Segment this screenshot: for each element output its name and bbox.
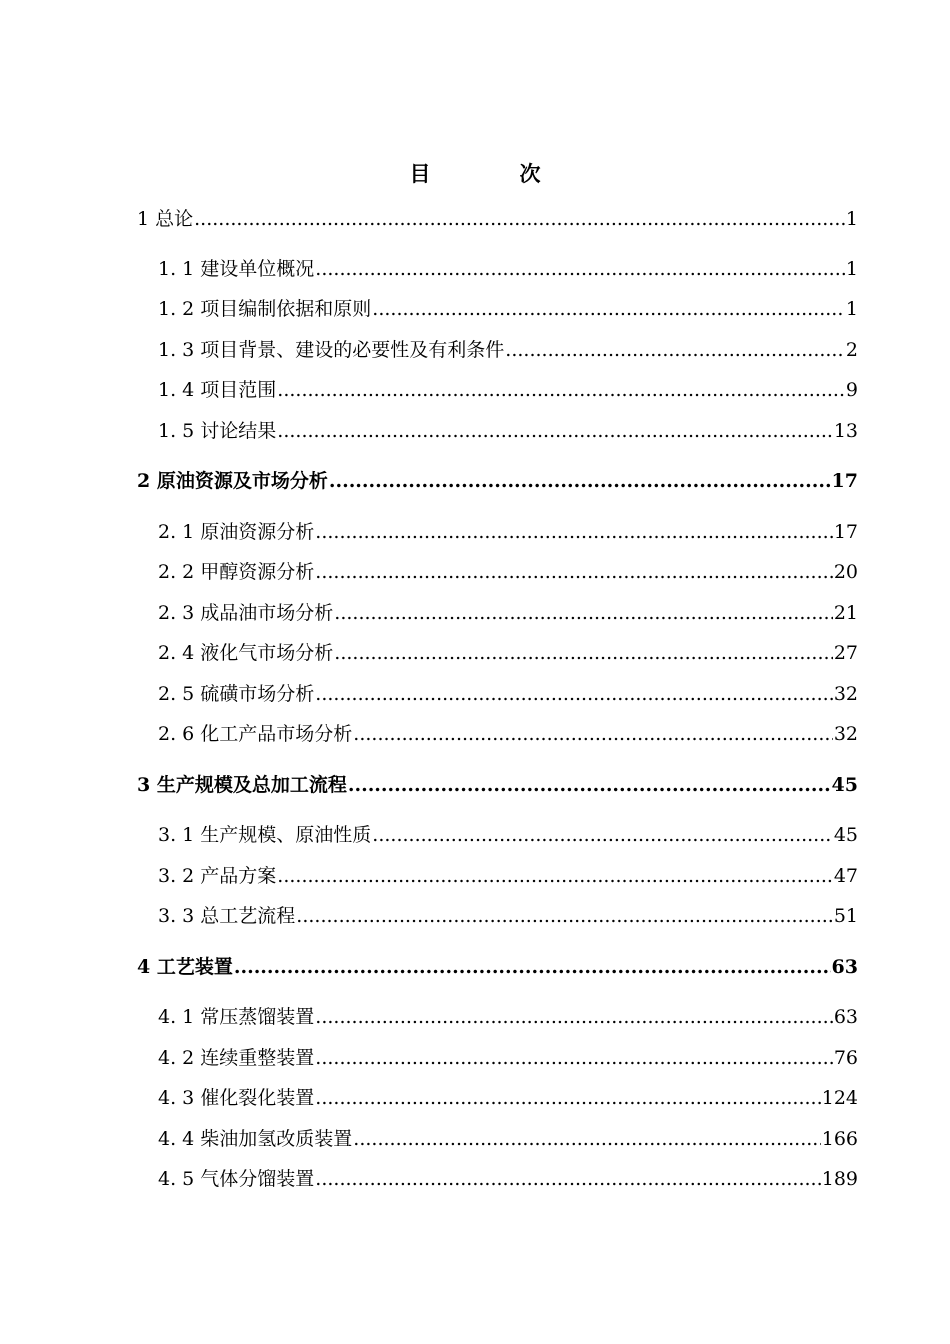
toc-section-entry[interactable] bbox=[158, 997, 858, 1037]
toc-section-entry[interactable] bbox=[158, 1038, 858, 1078]
toc-section-entry[interactable] bbox=[158, 289, 858, 329]
toc-entry-label: 1. 3 项目背景、建设的必要性及有利条件 bbox=[158, 339, 505, 361]
toc-dot-leader bbox=[315, 997, 833, 1037]
toc-entry-label: 1. 2 项目编制依据和原则 bbox=[158, 298, 372, 320]
toc-dot-leader bbox=[315, 674, 833, 714]
toc-dot-leader bbox=[505, 330, 845, 370]
toc-page-number: 2 bbox=[845, 339, 858, 361]
toc-page-number: 51 bbox=[833, 905, 858, 927]
toc-dot-leader bbox=[296, 896, 833, 936]
toc-section-entry[interactable] bbox=[158, 1078, 858, 1118]
toc-page-number: 21 bbox=[833, 602, 858, 624]
toc-section-entry[interactable] bbox=[158, 856, 858, 896]
toc-page-number: 45 bbox=[833, 824, 858, 846]
toc-page-number: 63 bbox=[833, 1006, 858, 1028]
toc-dot-leader bbox=[353, 1119, 820, 1159]
toc-dot-leader bbox=[372, 815, 833, 855]
toc-entry-label: 4. 1 常压蒸馏装置 bbox=[158, 1006, 315, 1028]
toc-entry-label: 4. 3 催化裂化装置 bbox=[158, 1087, 315, 1109]
toc-page-number: 17 bbox=[831, 470, 858, 492]
toc-dot-leader bbox=[353, 714, 833, 754]
toc-page-number: 9 bbox=[845, 379, 858, 401]
toc-page-number: 1 bbox=[845, 208, 858, 230]
toc-dot-leader bbox=[277, 370, 845, 410]
toc-section-entry[interactable] bbox=[158, 593, 858, 633]
toc-section-entry[interactable] bbox=[158, 1119, 858, 1159]
toc-entry-label: 4. 4 柴油加氢改质装置 bbox=[158, 1128, 353, 1150]
toc-section-entry[interactable] bbox=[158, 633, 858, 673]
toc-section-entry[interactable] bbox=[158, 512, 858, 552]
toc-dot-leader bbox=[329, 461, 831, 501]
toc-page-number: 32 bbox=[833, 683, 858, 705]
toc-section-entry[interactable] bbox=[158, 330, 858, 370]
toc-entry-label: 1. 4 项目范围 bbox=[158, 379, 277, 401]
toc-section-entry[interactable] bbox=[158, 370, 858, 410]
toc-page-number: 124 bbox=[821, 1087, 858, 1109]
toc-section-entry[interactable] bbox=[158, 896, 858, 936]
toc-entry-label: 1. 1 建设单位概况 bbox=[158, 258, 315, 280]
toc-entry-label: 4 工艺装置 bbox=[137, 956, 233, 978]
toc-page-number: 76 bbox=[833, 1047, 858, 1069]
toc-entry-label: 3. 2 产品方案 bbox=[158, 865, 277, 887]
toc-dot-leader bbox=[315, 249, 845, 289]
toc-section-entry[interactable] bbox=[158, 249, 858, 289]
toc-page-number: 32 bbox=[833, 723, 858, 745]
toc-dot-leader bbox=[234, 947, 831, 987]
toc-dot-leader bbox=[334, 593, 833, 633]
toc-entry-label: 4. 2 连续重整装置 bbox=[158, 1047, 315, 1069]
toc-chapter-entry[interactable] bbox=[137, 765, 858, 805]
toc-entry-label: 2. 5 硫磺市场分析 bbox=[158, 683, 315, 705]
toc-page-number: 17 bbox=[833, 521, 858, 543]
toc-dot-leader bbox=[315, 1078, 820, 1118]
toc-dot-leader bbox=[315, 512, 833, 552]
toc-dot-leader bbox=[315, 552, 833, 592]
toc-entry-label: 2. 2 甲醇资源分析 bbox=[158, 561, 315, 583]
toc-page-number: 63 bbox=[831, 956, 858, 978]
toc-entry-label: 2. 6 化工产品市场分析 bbox=[158, 723, 353, 745]
toc-section-entry[interactable] bbox=[158, 1159, 858, 1199]
toc-chapter-entry[interactable] bbox=[137, 947, 858, 987]
toc-title: 目 次 bbox=[409, 161, 575, 186]
toc-dot-leader bbox=[372, 289, 845, 329]
toc-dot-leader bbox=[277, 856, 833, 896]
toc-page-number: 45 bbox=[831, 774, 858, 796]
toc-entry-label: 1 总论 bbox=[137, 208, 194, 230]
toc-entry-label: 3. 3 总工艺流程 bbox=[158, 905, 296, 927]
toc-entry-label: 3. 1 生产规模、原油性质 bbox=[158, 824, 372, 846]
toc-entry-label: 2. 4 液化气市场分析 bbox=[158, 642, 334, 664]
toc-dot-leader bbox=[315, 1038, 833, 1078]
toc-section-entry[interactable] bbox=[158, 552, 858, 592]
toc-section-entry[interactable] bbox=[158, 815, 858, 855]
toc-page-number: 20 bbox=[833, 561, 858, 583]
toc-page-number: 166 bbox=[821, 1128, 858, 1150]
toc-chapter-entry[interactable] bbox=[137, 461, 858, 501]
toc-page-number: 47 bbox=[833, 865, 858, 887]
toc-page-number: 189 bbox=[821, 1168, 858, 1190]
toc-page-number: 13 bbox=[833, 420, 858, 442]
toc-dot-leader bbox=[277, 411, 833, 451]
toc-entry-label: 4. 5 气体分馏装置 bbox=[158, 1168, 315, 1190]
toc-entry-label: 2. 3 成品油市场分析 bbox=[158, 602, 334, 624]
toc-entry-label: 2 原油资源及市场分析 bbox=[137, 470, 328, 492]
toc-dot-leader bbox=[315, 1159, 820, 1199]
toc-entry-label: 1. 5 讨论结果 bbox=[158, 420, 277, 442]
toc-section-entry[interactable] bbox=[158, 674, 858, 714]
toc-dot-leader bbox=[334, 633, 833, 673]
toc-entry-label: 3 生产规模及总加工流程 bbox=[137, 774, 347, 796]
toc-section-entry[interactable] bbox=[158, 714, 858, 754]
toc-page-number: 1 bbox=[845, 298, 858, 320]
toc-chapter-entry[interactable] bbox=[137, 199, 858, 239]
toc-dot-leader bbox=[348, 765, 831, 805]
toc-dot-leader bbox=[194, 199, 845, 239]
toc-page-number: 27 bbox=[833, 642, 858, 664]
toc-page-number: 1 bbox=[845, 258, 858, 280]
toc-entry-label: 2. 1 原油资源分析 bbox=[158, 521, 315, 543]
toc-section-entry[interactable] bbox=[158, 411, 858, 451]
